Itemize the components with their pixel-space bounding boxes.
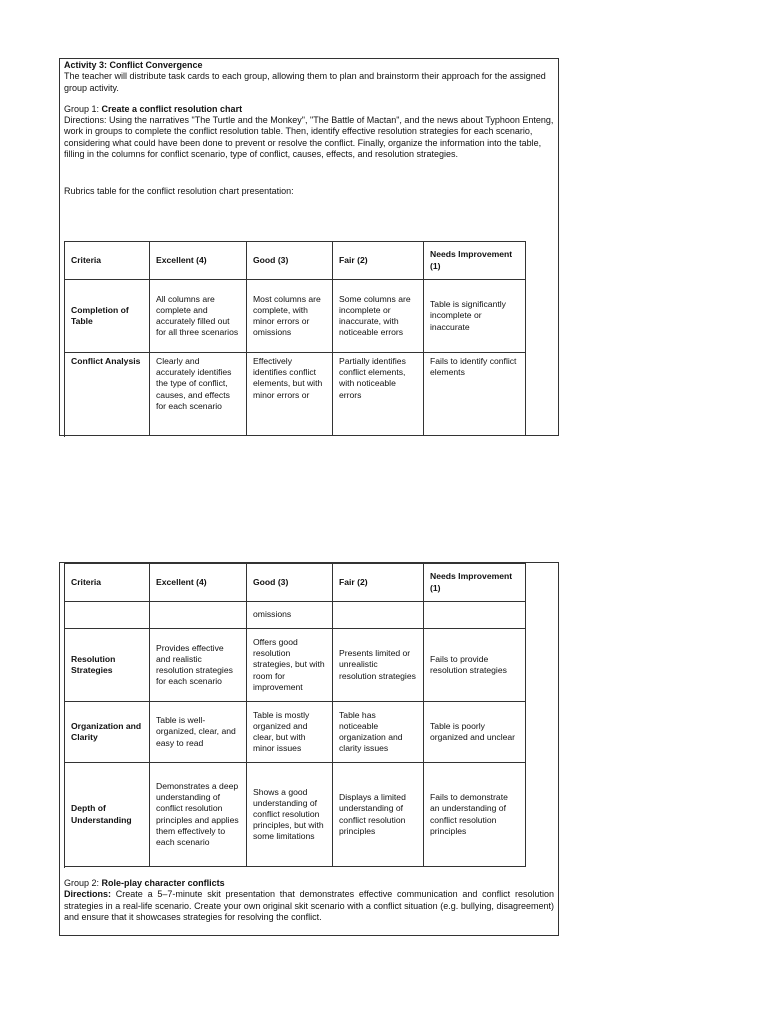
row-good: Offers good resolution strategies, but with room for improvement <box>247 629 333 702</box>
row-criteria: Completion of Table <box>65 280 150 353</box>
row-needs: Table is significantly incomplete or inaccurate <box>424 280 526 353</box>
cont-needs <box>424 602 526 629</box>
table-header-row <box>65 242 526 280</box>
activity-title: Activity 3: Conflict Convergence <box>64 60 203 70</box>
row-good: Effectively identifies conflict elements, but with minor errors or <box>247 353 333 436</box>
page-section-1 <box>59 58 559 436</box>
row-needs: Fails to provide resolution strategies <box>424 629 526 702</box>
row-fair: Presents limited or unrealistic resolution strategies <box>333 629 424 702</box>
row-fair: Some columns are incomplete or inaccurate, with noticeable errors <box>333 280 424 353</box>
row-criteria: Conflict Analysis <box>65 353 150 436</box>
group2-directions-label: Directions: <box>64 889 112 900</box>
row-excellent: Demonstrates a deep understanding of conflict resolution principles and applies them effectively to each scenario <box>150 763 247 867</box>
cont-good: omissions <box>247 602 333 629</box>
header-criteria: Criteria <box>65 242 150 280</box>
table-row <box>65 629 526 702</box>
row-good: Table is mostly organized and clear, but with minor issues <box>247 702 333 763</box>
group2-heading <box>64 878 554 889</box>
table-row <box>65 280 526 353</box>
group1-prefix: Group 1: <box>64 103 102 114</box>
activity-intro: The teacher will distribute task cards to each group, allowing them to plan and brainstorm their approach for the assigned group activity. <box>64 71 546 93</box>
group1-directions: Directions: Using the narratives "The Turtle and the Monkey", "The Battle of Mactan", and the news about Typhoon Enteng, work in groups to complete the conflict resolution table. Then, identify effective resolution strategies for each scenario, considering what could have been done to prevent or resolve the conflict. Finally, organize the information into the table, filling in the columns for conflict scenario, type of conflict, causes, effects, and resolution strategies. <box>64 115 554 159</box>
group1-title: Create a conflict resolution chart <box>101 103 243 114</box>
row-needs: Table is poorly organized and unclear <box>424 702 526 763</box>
row-good: Shows a good understanding of conflict resolution principles, but with some limitations <box>247 763 333 867</box>
group1-heading <box>64 104 554 115</box>
rubric-intro: Rubrics table for the conflict resolution chart presentation: <box>64 186 294 196</box>
header-fair: Fair (2) <box>333 564 424 602</box>
header-good: Good (3) <box>247 242 333 280</box>
cont-excellent <box>150 602 247 629</box>
rubric-table-1 <box>64 241 526 436</box>
row-excellent: Clearly and accurately identifies the type of conflict, causes, and effects for each scenario <box>150 353 247 436</box>
row-excellent: Provides effective and realistic resolution strategies for each scenario <box>150 629 247 702</box>
row-excellent: All columns are complete and accurately filled out for all three scenarios <box>150 280 247 353</box>
row-fair: Partially identifies conflict elements, with noticeable errors <box>333 353 424 436</box>
header-needs: Needs Improvement (1) <box>424 564 526 602</box>
rubric-table-2 <box>64 563 526 867</box>
header-good: Good (3) <box>247 564 333 602</box>
table-header-row <box>65 564 526 602</box>
group2-prefix: Group 2: <box>64 878 102 888</box>
group2-section <box>64 878 554 923</box>
row-criteria: Resolution Strategies <box>65 629 150 702</box>
table-row-continuation <box>65 602 526 629</box>
table-row <box>65 763 526 867</box>
group2-title: Role-play character conflicts <box>101 878 225 888</box>
page-section-2 <box>59 562 559 936</box>
cont-criteria <box>65 602 150 629</box>
table-row <box>65 353 526 436</box>
row-fair: Displays a limited understanding of conflict resolution principles <box>333 763 424 867</box>
row-criteria: Depth of Understanding <box>65 763 150 867</box>
header-excellent: Excellent (4) <box>150 564 247 602</box>
row-good: Most columns are complete, with minor errors or omissions <box>247 280 333 353</box>
cont-fair <box>333 602 424 629</box>
group2-directions-text: Create a 5–7-minute skit presentation that demonstrates effective communication and conflict resolution strategies in a real-life scenario. Create your own original skit scenario with a conflict situation (e.g. bullying, disagreement) and ensure that it showcases strategies for resolving the conflict. <box>64 889 554 922</box>
group2-directions <box>64 889 554 923</box>
row-needs: Fails to demonstrate an understanding of conflict resolution principles <box>424 763 526 867</box>
header-criteria: Criteria <box>65 564 150 602</box>
header-needs: Needs Improvement (1) <box>424 242 526 280</box>
row-fair: Table has noticeable organization and clarity issues <box>333 702 424 763</box>
row-criteria: Organization and Clarity <box>65 702 150 763</box>
row-needs: Fails to identify conflict elements <box>424 353 526 436</box>
header-excellent: Excellent (4) <box>150 242 247 280</box>
table-row <box>65 702 526 763</box>
row-excellent: Table is well-organized, clear, and easy to read <box>150 702 247 763</box>
header-fair: Fair (2) <box>333 242 424 280</box>
